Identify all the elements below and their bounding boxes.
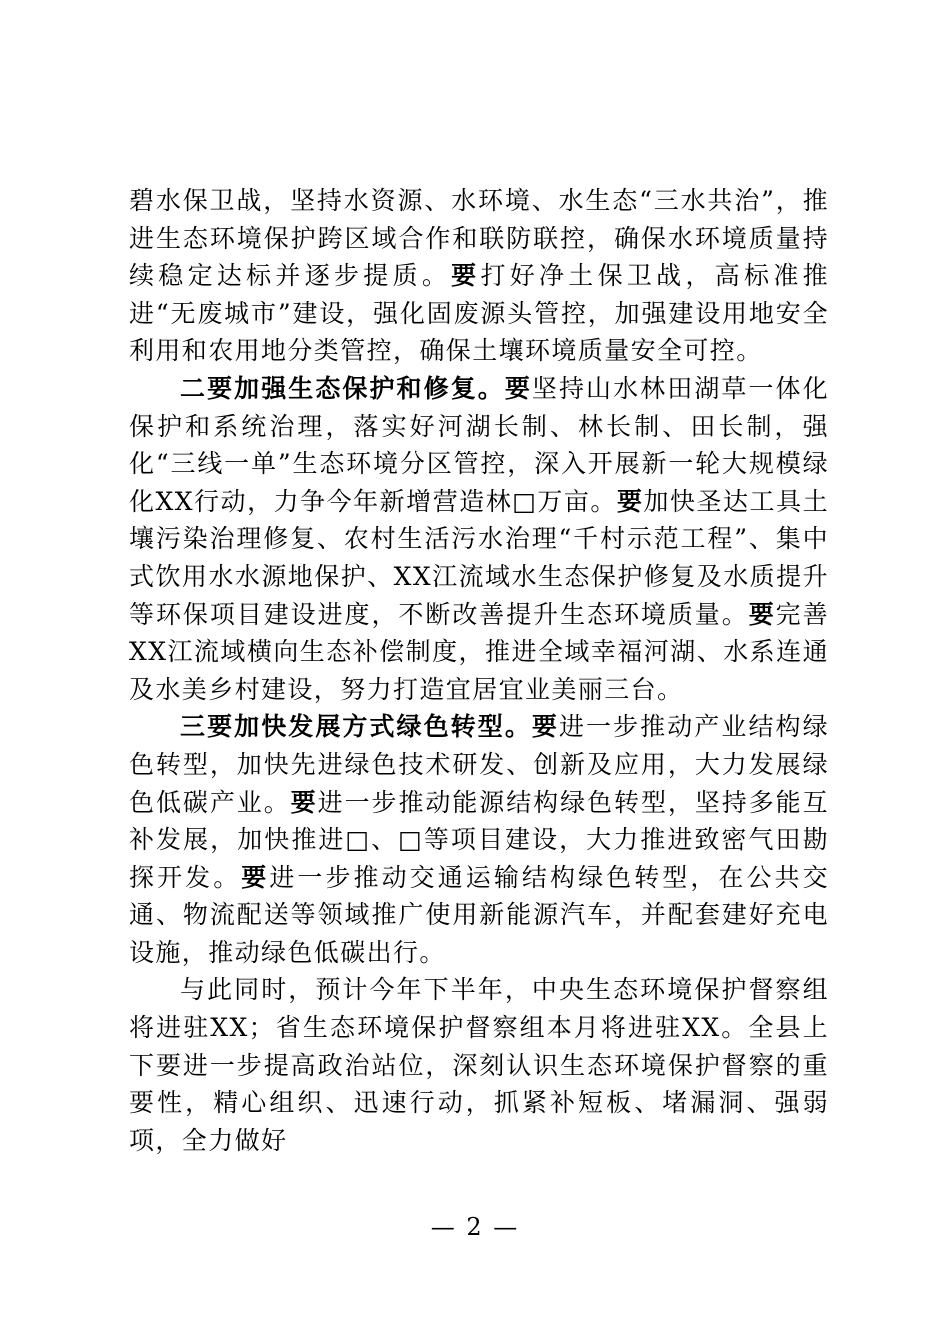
paragraph-meanwhile — [129, 971, 829, 1159]
bold-keyword: 要 — [451, 261, 481, 291]
page-number: — 2 — — [430, 1213, 520, 1241]
text-segment: 坚持山水林田湖草一体化保护和系统治理，落实好河湖长制、林长制、田长制，强化“三线一单”生态环境分区管控，深入开展新一轮大规模绿化XX行动，力争今年新增营造林□万亩。 — [129, 373, 829, 516]
paragraph-point-three — [129, 708, 829, 971]
bold-keyword: 要 — [290, 787, 318, 817]
bold-keyword: 要 — [748, 599, 776, 629]
text-segment: 进一步推动产业结构绿色转型，加快先进绿色技术研发、创新及应用，大力发展绿色低碳产业。 — [129, 712, 829, 817]
bold-keyword: 要 — [616, 486, 644, 516]
text-segment: 完善XX江流域横向生态补偿制度，推进全域幸福河湖、水系连通及水美乡村建设，努力打造宜居宜业美丽三台。 — [129, 599, 829, 704]
text-segment: 进一步推动能源结构绿色转型，坚持多能互补发展，加快推进□、□等项目建设，大力推进致密气田勘探开发。 — [129, 787, 830, 892]
point-heading: 三要加快发展方式绿色转型。要 — [180, 712, 559, 742]
text-segment: 加快圣达工具土壤污染治理修复、农村生活污水治理“千村示范工程”、集中式饮用水水源地保护、XX江流域水生态保护修复及水质提升等环保项目建设进度，不断改善提升生态环境质量。 — [129, 486, 829, 629]
document-body — [129, 182, 829, 1159]
text-segment: 碧水保卫战，坚持水资源、水环境、水生态“三水共治”，推进生态环境保护跨区域合作和联防联控，确保水环境质量持续稳定达标并逐步提质。 — [129, 186, 829, 291]
text-segment: 与此同时，预计今年下半年，中央生态环境保护督察组将进驻XX；省生态环境保护督察组本月将进驻XX。全县上下要进一步提高政治站位，深刻认识生态环境保护督察的重要性，精心组织、迅速行动，抓紧补短板、堵漏洞、强弱项，全力做好 — [129, 975, 829, 1155]
paragraph-point-two — [129, 370, 829, 708]
paragraph-continuation — [129, 182, 829, 370]
text-segment: 打好净土保卫战，高标准推进“无废城市”建设，强化固废源头管控，加强建设用地安全利用和农用地分类管控，确保土壤环境质量安全可控。 — [129, 261, 829, 366]
bold-keyword: 要 — [241, 862, 270, 892]
text-segment: 进一步推动交通运输结构绿色转型，在公共交通、物流配送等领域推广使用新能源汽车，并配套建好充电设施，推动绿色低碳出行。 — [129, 862, 829, 967]
point-heading: 二要加强生态保护和修复。要 — [180, 373, 532, 403]
